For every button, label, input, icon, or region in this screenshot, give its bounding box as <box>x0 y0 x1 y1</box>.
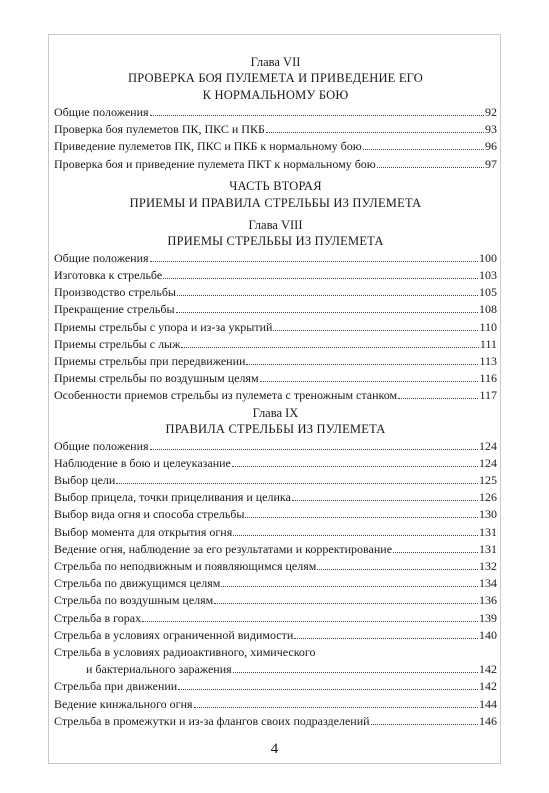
leader-dots <box>233 525 478 536</box>
toc-entry[interactable] <box>54 370 497 387</box>
toc-entry[interactable] <box>54 267 497 284</box>
toc-entry-title: Стрельба по неподвижным и появляющимся целям <box>54 559 317 574</box>
toc-entry-title: Стрельба в горах <box>54 610 142 625</box>
leader-dots <box>150 439 478 450</box>
toc-entry-page: 100 <box>479 250 497 265</box>
toc-entry-page: 108 <box>479 302 497 317</box>
toc-entry-title: Стрельба по движущимся целям <box>54 576 221 591</box>
toc-entry[interactable] <box>54 336 497 353</box>
toc-entry[interactable] <box>54 541 497 558</box>
toc-entry-title: Проверка боя и приведение пулемета ПКТ к нормальному бою <box>54 156 376 171</box>
toc-entry-page: 126 <box>479 490 497 505</box>
toc-entry-title: Выбор вида огня и способа стрельбы <box>54 507 245 522</box>
table-of-contents <box>54 54 497 730</box>
toc-entry[interactable] <box>54 696 497 713</box>
toc-entry-page: 92 <box>485 105 497 119</box>
toc-entry[interactable] <box>54 250 497 267</box>
chapter-7-label: Глава VII <box>250 55 301 69</box>
toc-entry-title: Прекращение стрельбы <box>54 302 175 317</box>
toc-entry-page: 125 <box>479 473 497 488</box>
toc-entry[interactable] <box>54 353 497 370</box>
toc-entry-title: Ведение огня, наблюдение за его результатами и корректирование <box>54 541 393 556</box>
toc-entry-page: 139 <box>479 610 497 625</box>
toc-entry-page: 113 <box>479 354 497 369</box>
toc-entry-page: 96 <box>485 139 497 154</box>
toc-entry-title: Общие положения <box>54 250 149 265</box>
toc-entry-page: 144 <box>479 696 497 711</box>
toc-entry[interactable] <box>54 506 497 523</box>
toc-entry-page: 124 <box>479 455 497 470</box>
toc-entry-page: 105 <box>479 285 497 300</box>
leader-dots <box>246 354 478 365</box>
toc-entry-wrapped-first-line[interactable] <box>54 644 497 661</box>
toc-entry-page: 111 <box>479 336 497 351</box>
leader-dots <box>273 320 478 331</box>
toc-entry-page: 97 <box>485 156 497 171</box>
chapter-8-title: ПРИЕМЫ СТРЕЛЬБЫ ИЗ ПУЛЕМЕТА <box>167 233 384 248</box>
leader-dots <box>377 157 484 168</box>
toc-entry-page: 142 <box>479 662 497 677</box>
leader-dots <box>260 371 479 382</box>
toc-entry[interactable] <box>54 592 497 609</box>
toc-entry-wrapped-second-line[interactable] <box>54 661 497 678</box>
toc-entry[interactable] <box>54 524 497 541</box>
toc-entry[interactable] <box>54 284 497 301</box>
toc-entry-title: Наблюдение в бою и целеуказание <box>54 455 231 470</box>
leader-dots <box>294 628 478 639</box>
toc-entry-title: Приемы стрельбы с лыж <box>54 336 181 351</box>
toc-entry-title: Приемы стрельбы с упора и из-за укрытий <box>54 319 273 334</box>
toc-entry-title: Проверка боя пулеметов ПК, ПКС и ПКБ <box>54 122 265 137</box>
leader-dots <box>142 611 478 622</box>
toc-entry-title: Стрельба по воздушным целям <box>54 593 214 608</box>
toc-entry-page: 142 <box>479 679 497 694</box>
toc-entry-page: 131 <box>479 524 497 539</box>
toc-entry-page: 146 <box>479 713 497 728</box>
toc-entry-title: Выбор цели <box>54 473 116 488</box>
chapter-7-title-line1: ПРОВЕРКА БОЯ ПУЛЕМЕТА И ПРИВЕДЕНИЕ ЕГО <box>127 71 424 85</box>
leader-dots <box>178 679 478 690</box>
chapter-8-label: Глава VIII <box>248 217 303 232</box>
toc-entry-page: 117 <box>479 388 497 403</box>
toc-entry-page: 136 <box>479 593 497 608</box>
part-2-title: ПРИЕМЫ И ПРАВИЛА СТРЕЛЬБЫ ИЗ ПУЛЕМЕТА <box>129 195 422 210</box>
toc-entry[interactable] <box>54 121 497 138</box>
toc-entry-page: 93 <box>485 122 497 137</box>
leader-dots <box>292 490 478 501</box>
toc-entry[interactable] <box>54 438 497 455</box>
toc-entry-title: Стрельба в условиях радиоактивного, химического <box>54 645 316 660</box>
toc-entry-title: Стрельба в промежутки и из-за флангов своих подразделений <box>54 713 370 728</box>
leader-dots <box>181 337 478 348</box>
leader-dots <box>266 122 484 133</box>
toc-entry-title: Ведение кинжального огня <box>54 696 193 711</box>
toc-entry[interactable] <box>54 558 497 575</box>
toc-entry[interactable] <box>54 104 497 121</box>
toc-entry-title: и бактериального заражения <box>86 662 232 677</box>
leader-dots <box>393 542 478 553</box>
toc-entry[interactable] <box>54 156 497 173</box>
toc-entry-page: 103 <box>479 268 497 283</box>
toc-entry-title: Производство стрельбы <box>54 285 176 300</box>
toc-entry[interactable] <box>54 575 497 592</box>
toc-entry[interactable] <box>54 627 497 644</box>
toc-entry[interactable] <box>54 472 497 489</box>
toc-entry-page: 110 <box>479 319 497 334</box>
toc-entry-title: Выбор прицела, точки прицеливания и целика <box>54 490 291 505</box>
leader-dots <box>163 268 478 279</box>
leader-dots <box>116 473 478 484</box>
toc-entry[interactable] <box>54 301 497 318</box>
part-2-label: ЧАСТЬ ВТОРАЯ <box>229 178 322 193</box>
toc-entry[interactable] <box>54 489 497 506</box>
toc-entry-page: 132 <box>479 559 497 574</box>
toc-entry[interactable] <box>54 610 497 627</box>
leader-dots <box>221 576 478 587</box>
toc-entry-title: Общие положения <box>54 105 149 119</box>
leader-dots <box>398 388 478 399</box>
toc-entry-title: Приемы стрельбы при передвижении <box>54 354 246 369</box>
toc-entry-page: 124 <box>479 438 497 453</box>
leader-dots <box>363 139 484 150</box>
leader-dots <box>371 714 478 725</box>
toc-entry-title: Стрельба в условиях ограниченной видимости <box>54 627 294 642</box>
leader-dots <box>177 285 478 296</box>
toc-entry-page: 116 <box>479 371 497 386</box>
toc-entry-page: 140 <box>479 627 497 642</box>
toc-entry-page: 130 <box>479 507 497 522</box>
toc-entry-title: Приведение пулеметов ПК, ПКС и ПКБ к нормальному бою <box>54 139 362 154</box>
chapter-9-label: Глава IX <box>252 405 299 420</box>
leader-dots <box>232 456 478 467</box>
toc-entry[interactable] <box>54 387 497 404</box>
toc-entry-title: Приемы стрельбы по воздушным целям <box>54 371 259 386</box>
toc-entry[interactable] <box>54 713 497 730</box>
toc-entry[interactable] <box>54 678 497 695</box>
leader-dots <box>245 507 478 518</box>
toc-entry-title: Изготовка к стрельбе <box>54 268 163 283</box>
chapter-7-title-line2: К НОРМАЛЬНОМУ БОЮ <box>202 88 349 102</box>
toc-entry-title: Особенности приемов стрельбы из пулемета с треножным станком <box>54 388 398 403</box>
toc-entry-title: Выбор момента для открытия огня <box>54 524 233 539</box>
leader-dots <box>150 105 484 116</box>
leader-dots <box>150 251 478 262</box>
toc-entry[interactable] <box>54 138 497 155</box>
toc-entry[interactable] <box>54 455 497 472</box>
toc-entry-page: 131 <box>479 541 497 556</box>
chapter-9-title: ПРАВИЛА СТРЕЛЬБЫ ИЗ ПУЛЕМЕТА <box>165 421 386 436</box>
toc-entry-page: 134 <box>479 576 497 591</box>
toc-entry-title: Общие положения <box>54 438 149 453</box>
leader-dots <box>317 559 478 570</box>
toc-entry[interactable] <box>54 319 497 336</box>
toc-entry-title: Стрельба при движении <box>54 679 178 694</box>
leader-dots <box>176 302 478 313</box>
leader-dots <box>194 697 478 708</box>
leader-dots <box>214 593 478 604</box>
page-number: 4 <box>270 741 279 757</box>
leader-dots <box>233 662 478 673</box>
